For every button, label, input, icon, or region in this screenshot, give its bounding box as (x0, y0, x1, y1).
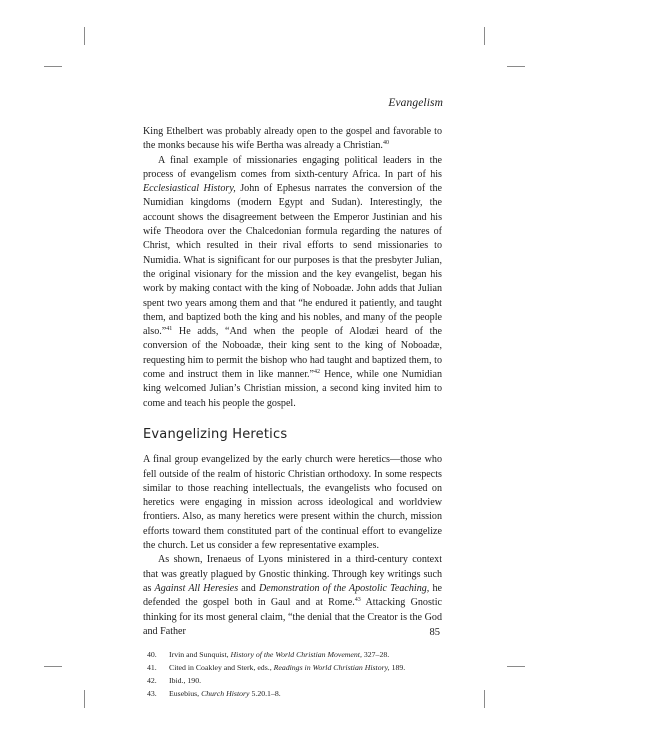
footnote-number: 40. (147, 650, 157, 660)
footnote (143, 674, 442, 687)
footnote (143, 661, 442, 674)
footnote-text: Cited in Coakley and Sterk, eds., Readings in World Christian History, 189. (169, 663, 406, 673)
page-number: 85 (429, 627, 440, 638)
paragraph (143, 154, 442, 411)
paragraph-text: Attacking Gnostic thinking for its most general claim, “the denial that the Creator is the God and Father (143, 597, 442, 637)
footnote-number: 41. (147, 663, 157, 673)
footnote-text: Ibid., 190. (169, 676, 202, 686)
footnote (143, 687, 442, 700)
footnote (143, 648, 442, 661)
footnote-ref: 41 (166, 326, 173, 333)
body-text (143, 125, 442, 700)
book-title: Ecclesiastical History, (143, 183, 236, 195)
crop-mark (84, 27, 85, 45)
crop-mark (44, 666, 62, 667)
paragraph-text: King Ethelbert was probably already open to the gospel and favorable to the monks because his wife Bertha was already a Christian. (143, 126, 442, 152)
crop-mark (507, 666, 525, 667)
paragraph: A final group evangelized by the early church were heretics—those who fell outside of the realm of historic Christian orthodoxy. In some respects similar to those reaching intellectuals, the evangelists who focused on heretics were engaging in mission across ideological and worldview frontiers. Also, as many heretics were present within the church, mission efforts toward them constituted part of the continual effort to evangelize the church. Let us consider a few representative examples. (143, 454, 442, 552)
paragraph (143, 553, 442, 639)
footnote-text: Irvin and Sunquist, History of the World Christian Movement, 327–28. (169, 650, 390, 660)
crop-mark (84, 690, 85, 708)
crop-mark (484, 690, 485, 708)
paragraph-text: he defended the gospel both in Gaul and at Rome. (143, 582, 442, 609)
paragraph-text: John of Ephesus narrates the conversion of the Numidian kingdoms (modern Egypt and Sudan). Interestingly, the account shows the disagreement between the Emperor Justinian and his wife Theodora over the Chalcedonian formula regarding the natures of Christ, which resulted in their rival efforts to send missionaries to Numidia. What is significant for our purposes is that the presbyter Julian, the original visionary for the mission and the key evangelist, began his work by making contact with the king of Noboadæ. John adds that Julian spent two years among them and that “he endured it patiently, and taught them, and baptized both the king and his nobles, and many of the people also.” (143, 183, 442, 338)
footnote-ref: 40 (382, 140, 389, 147)
book-title: Against All Heresies (154, 582, 239, 594)
crop-mark (44, 66, 62, 67)
footnote-text: Eusebius, Church History 5.20.1–8. (169, 689, 281, 699)
paragraph-text: A final example of missionaries engaging political leaders in the process of evangelism comes from sixth-century Africa. In part of his (143, 154, 442, 180)
crop-mark (484, 27, 485, 45)
running-head: Evangelism (388, 97, 443, 109)
crop-mark (507, 66, 525, 67)
footnote-ref: 42 (314, 369, 321, 376)
book-title: Demonstration of the Apostolic Teaching, (258, 582, 430, 594)
paragraph (143, 125, 442, 154)
section-heading: Evangelizing Heretics (143, 426, 288, 442)
footnotes (143, 648, 442, 700)
paragraph-text: Hence, while one Numidian king welcomed Julian’s Christian mission, a second king invited him to come and teach his people the gospel. (143, 369, 442, 409)
footnote-number: 42. (147, 676, 157, 686)
paragraph-text: and (238, 582, 259, 594)
paragraph-text: As shown, Irenaeus of Lyons ministered in a third-century context that was greatly plagued by Gnostic thinking. Through key writings such as (143, 554, 442, 594)
footnote-number: 43. (147, 689, 157, 699)
paragraph-text: He adds, “And when the people of Alodæi heard of the conversion of the Noboadæ, their king sent to the king of Noboadæ, requesting him to permit the bishop who had taught and baptized them, to come and instruct them in like manner.” (143, 326, 442, 381)
footnote-ref: 43 (354, 597, 361, 604)
